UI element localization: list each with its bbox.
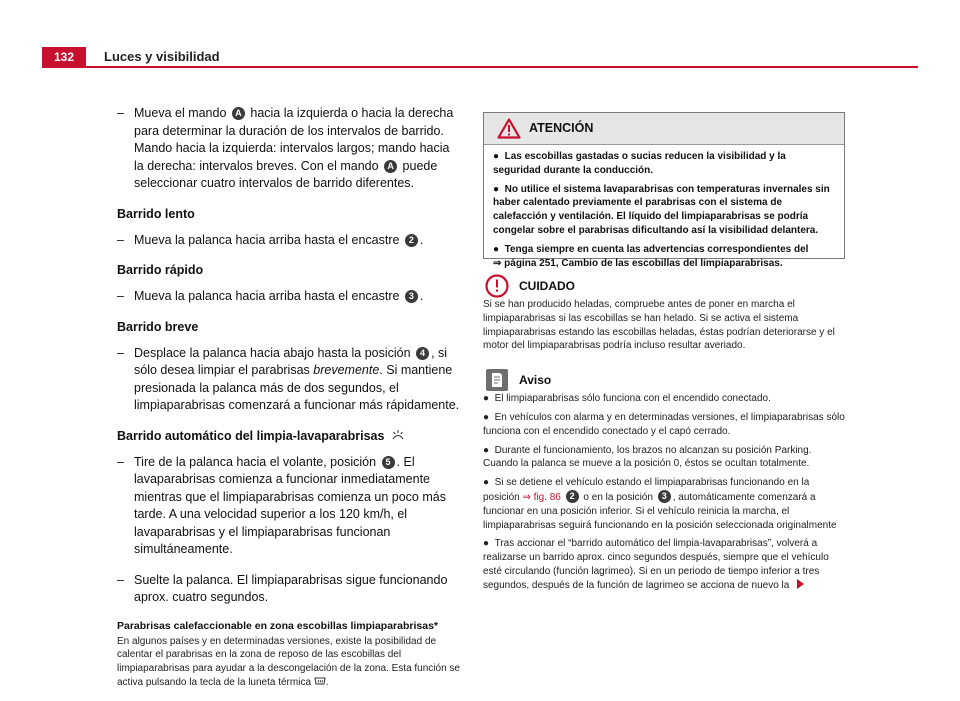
dash: –: [117, 345, 124, 360]
heading-fast: Barrido rápido: [117, 263, 204, 277]
step-slow: [117, 232, 462, 250]
notice-item: [483, 411, 848, 439]
cross-reference[interactable]: ⇒ página 251, Cambio de las escobillas del limpiaparabrisas.: [493, 257, 783, 269]
step-text: Mueva el mando: [134, 106, 230, 120]
notice-body: [483, 392, 848, 592]
caution-title: CUIDADO: [519, 279, 575, 293]
dash: –: [117, 572, 124, 587]
sun-sensor-icon: [391, 429, 405, 441]
notice-header: [483, 368, 848, 392]
warning-header: [484, 113, 844, 145]
heading-slow: Barrido lento: [117, 206, 195, 221]
notice-item-text: El limpiaparabrisas sólo funciona con el encendido conectado.: [494, 393, 771, 405]
warning-item: [493, 150, 835, 178]
heading-heated-windscreen: Parabrisas calefaccionable en zona escobillas limpiaparabrisas*: [117, 619, 438, 632]
dash: –: [117, 454, 124, 469]
badge-3: 3: [658, 490, 671, 503]
section-title: Luces y visibilidad: [104, 49, 220, 64]
badge-4: 4: [416, 347, 429, 360]
notice-item-text: Si se detiene el vehículo estando el limpiaparabrisas funcionando en la posición: [483, 477, 810, 503]
bullet: ●: [483, 411, 490, 423]
step-text: , si sólo desea limpiar el parabrisas: [134, 345, 448, 377]
badge-a: A: [384, 160, 397, 173]
page-number: 132: [42, 47, 86, 67]
caution-body: [483, 298, 848, 353]
continue-arrow-icon: [797, 579, 804, 589]
notice-item-text: , automáticamente comenzará a funcionar en una posición inferior. Si el vehículo reinicia la marcha, el limpiaparabrisas seguirá funcionando en la posición seleccionada originalmente: [483, 491, 837, 531]
notice-item-text: o en la posición: [580, 491, 656, 503]
step-brief: [117, 345, 462, 415]
step-fast: [117, 288, 462, 306]
warning-item-text: Tenga siempre en cuenta las advertencias correspondientes del: [504, 243, 809, 255]
heading-brief: Barrido breve: [117, 319, 199, 334]
header-rule: [42, 66, 918, 68]
step-auto-release: [117, 572, 462, 607]
warning-item-text: Las escobillas gastadas o sucias reducen la visibilidad y la seguridad durante la conducción.: [493, 151, 786, 176]
badge-3: 3: [405, 290, 418, 303]
caution-text: Si se han producido heladas, compruebe antes de poner en marcha el limpiaparabrisas si las escobillas se han helado. Si se activa el sistema limpiaparabrisas estando las escobillas heladas, éstas podrían deteriorarse y el motor del limpiaparabrisas podría incluso resultar averiado.: [483, 299, 835, 352]
warning-item-text: No utilice el sistema lavaparabrisas con temperaturas invernales sin haber calentado previamente el parabrisas con el sistema de calefacción y ventilación. El líquido del limpiaparabrisas se podría congelar sobre el parabrisas dificultando así la visibilidad delantera.: [493, 183, 830, 236]
bullet: ●: [493, 243, 500, 255]
notice-item: [483, 444, 848, 472]
warning-box: [483, 112, 845, 269]
warning-title: ATENCIÓN: [529, 121, 594, 135]
step-text: puede seleccionar cuatro intervalos de barrido diferentes.: [134, 158, 438, 190]
step-auto-pull: [117, 454, 462, 559]
step-text: Mueva la palanca hacia arriba hasta el encastre: [134, 289, 403, 303]
step-text: . El lavaparabrisas comienza a funcionar inmediatamente mientras que el limpiaparabrisas comienza un poco más tarde. A una velocidad superior a los 120 km/h, el lavaparabrisas y el limpiaparabrisas funcionan simultáneamente.: [134, 454, 446, 556]
heading-auto: [117, 428, 462, 445]
notice-item-text: Durante el funcionamiento, los brazos no alcanzan su posición Parking. Cuando la palanca se mueve a la posición 0, éstos se ocultan totalmente.: [483, 444, 812, 470]
step-text: hacia la izquierda o hacia la derecha para determinar la duración de los intervalos de barrido. Mando hacia la izquierda: intervalos largos; mando hacia la derecha: intervalos breves. Con el mando: [134, 106, 454, 173]
badge-a: A: [232, 107, 245, 120]
step-text: Mueva la palanca hacia arriba hasta el encastre: [134, 232, 403, 247]
warning-body: [484, 145, 844, 270]
right-column: [483, 105, 848, 598]
step-text: Suelte la palanca. El limpiaparabrisas sigue funcionando aprox. cuatro segundos.: [134, 572, 448, 604]
caution-icon: [485, 274, 509, 298]
warning-item: [493, 183, 835, 238]
dash: –: [117, 232, 124, 247]
step-text: Desplace la palanca hacia abajo hasta la posición: [134, 345, 415, 360]
step-text: . Si mantiene presionada la palanca más de dos segundos, el limpiaparabrisas comenzará a funcionar más rápidamente.: [134, 363, 460, 412]
badge-2: 2: [566, 490, 579, 503]
notice-item: [483, 392, 848, 406]
info-note-icon: [485, 368, 509, 392]
caution-header: [483, 274, 848, 298]
warning-triangle-icon: [497, 118, 521, 139]
notice-item: [483, 476, 848, 532]
step-text: .: [419, 289, 424, 303]
notice-item-text: En vehículos con alarma y en determinadas versiones, el limpiaparabrisas sólo funciona con el encendido conectado y el capó cerrado.: [483, 411, 845, 437]
notice-item: [483, 537, 848, 592]
italic-text: brevemente: [313, 363, 380, 377]
page-header: [42, 47, 918, 67]
heading-auto-text: Barrido automático del limpia-lavaparabrisas: [117, 428, 385, 443]
body-text: .: [325, 676, 329, 688]
step-interval: [117, 105, 462, 193]
bullet: ●: [493, 183, 500, 195]
figure-reference[interactable]: ⇒ fig. 86: [522, 491, 561, 503]
dash: –: [117, 106, 124, 120]
step-text: Tire de la palanca hacia el volante, posición: [134, 454, 380, 469]
bullet: ●: [483, 538, 490, 550]
heated-windscreen-text: [117, 635, 462, 690]
notice-title: Aviso: [519, 373, 552, 388]
rear-window-heater-icon: [314, 676, 326, 686]
badge-2: 2: [405, 234, 418, 247]
dash: –: [117, 289, 124, 303]
bullet: ●: [483, 393, 490, 405]
warning-item: [493, 243, 835, 271]
body-text: En algunos países y en determinadas versiones, existe la posibilidad de calentar el parabrisas en la zona de reposo de las escobillas del limpiaparabrisas para ayudar a la descongelación de la zona. Esta función se activa pulsando la tecla de la luneta térmica: [117, 635, 460, 688]
step-text: .: [419, 232, 424, 247]
bullet: ●: [483, 444, 490, 456]
bullet: ●: [483, 477, 490, 489]
bullet: ●: [493, 151, 500, 162]
notice-item-text: Tras accionar el “barrido automático del limpia-lavaparabrisas”, volverá a realizarse un barrido aprox. cinco segundos después, siempre que el vehículo esté circulando (función lagrimeo). Si en un periodo de tiempo inferior a tres segundos, después de la función de lagrimeo se acciona de nuevo la: [483, 538, 829, 591]
left-column: [117, 105, 462, 690]
badge-5: 5: [382, 456, 395, 469]
